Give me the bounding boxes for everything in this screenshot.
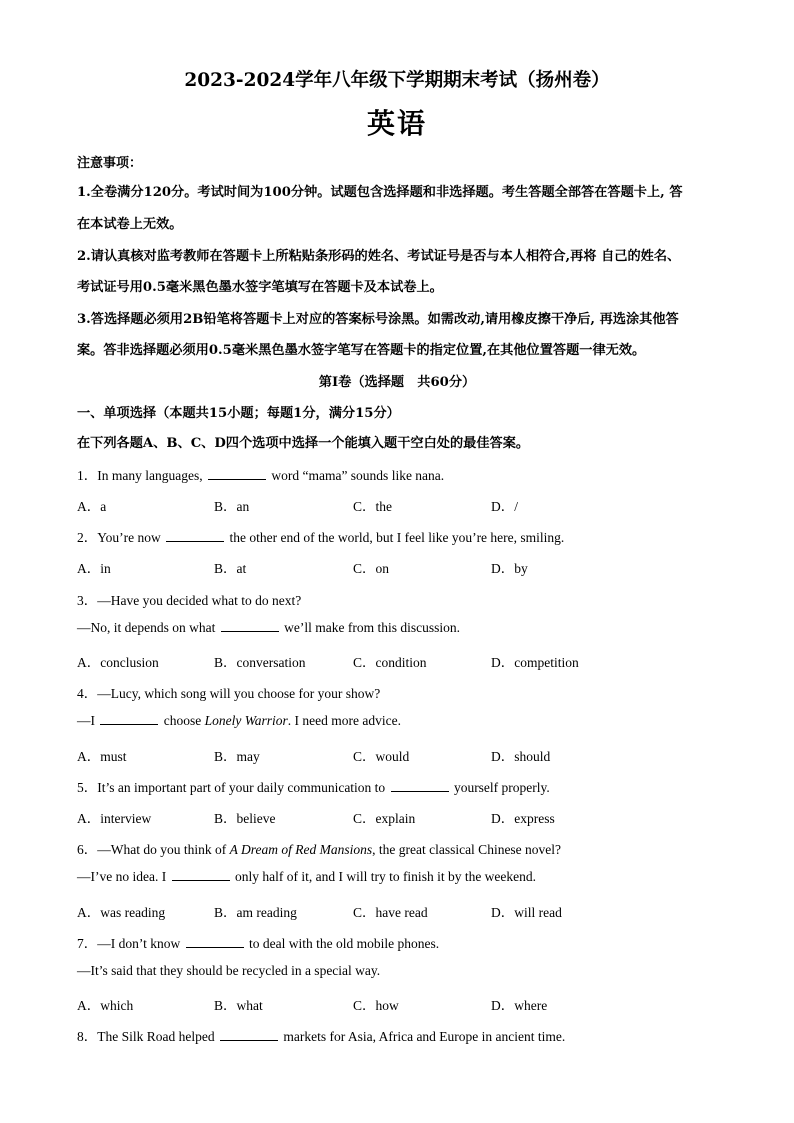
- question-4-line-1: 4．—Lucy, which song will you choose for your show?: [77, 686, 381, 701]
- question-7-text-a: 7．—I don’t know: [77, 936, 184, 951]
- question-1-text-a: 1．In many languages,: [77, 468, 206, 483]
- question-3: [77, 620, 460, 636]
- q1-option-d: D．/: [491, 499, 518, 514]
- question-4-text-a: —I: [77, 713, 99, 728]
- answer-blank: [391, 780, 449, 792]
- notice-item-1-line-2: 在本试卷上无效。: [77, 217, 183, 232]
- answer-blank: [186, 936, 244, 948]
- answer-blank: [220, 1029, 278, 1041]
- notice-item-3-line-1: 3.答选择题必须用2B铅笔将答题卡上对应的答案标号涂黑。如需改动,请用橡皮擦干净后, 再选涂其他答: [77, 312, 679, 327]
- part-title: 第I卷（选择题 共60分）: [318, 375, 476, 390]
- section-heading: 一、单项选择（本题共15小题；每题1分，满分15分）: [77, 406, 400, 421]
- question-6-text-d: only half of it, and I will try to finish it by the weekend.: [231, 869, 537, 884]
- question-2-text-b: the other end of the world, but I feel like you’re here, smiling.: [226, 530, 565, 545]
- q6-option-a: A．was reading: [77, 905, 166, 920]
- q4-option-b: B．may: [214, 749, 260, 764]
- question-8-text-a: 8．The Silk Road helped: [77, 1029, 218, 1044]
- notice-item-1-line-1: 1.全卷满分120分。考试时间为100分钟。试题包含选择题和非选择题。考生答题全部答在答题卡上, 答: [77, 185, 683, 200]
- question-4-text-c: . I need more advice.: [287, 713, 401, 728]
- q1-option-b: B．an: [214, 499, 250, 514]
- question-4-text-b: choose: [160, 713, 205, 728]
- q7-option-d: D．where: [491, 998, 548, 1013]
- q4-option-a: A．must: [77, 749, 127, 764]
- q2-option-c: C．on: [353, 561, 390, 576]
- answer-blank: [208, 468, 266, 480]
- answer-blank: [166, 530, 224, 542]
- question-6-text-a: 6．—What do you think of: [77, 842, 230, 857]
- notice-item-2-line-2: 考试证号用0.5毫米黑色墨水签字笔填写在答题卡及本试卷上。: [77, 280, 443, 295]
- exam-title: 2023-2024学年八年级下学期期末考试（扬州卷）: [184, 70, 610, 91]
- q3-option-d: D．competition: [491, 655, 579, 670]
- q1-option-a: A．a: [77, 499, 107, 514]
- question-8-text-b: markets for Asia, Africa and Europe in ancient time.: [279, 1029, 566, 1044]
- question-3-line-1: 3．—Have you decided what to do next?: [77, 593, 302, 608]
- notice-item-3-line-2: 案。答非选择题必须用0.5毫米黑色墨水签字笔写在答题卡的指定位置,在其他位置答题一律无效。: [77, 343, 646, 358]
- q3-option-c: C．condition: [353, 655, 427, 670]
- q5-option-b: B．believe: [214, 811, 276, 826]
- q2-option-b: B．at: [214, 561, 247, 576]
- q7-option-b: B．what: [214, 998, 263, 1013]
- question-8: [77, 1025, 565, 1045]
- q6-option-b: B．am reading: [214, 905, 297, 920]
- section-instruction: 在下列各题A、B、C、D四个选项中选择一个能填入题干空白处的最佳答案。: [77, 436, 530, 451]
- notice-item-2-line-1: 2.请认真核对监考教师在答题卡上所粘贴条形码的姓名、考试证号是否与本人相符合,再将 自己的姓名、: [77, 249, 681, 264]
- q5-option-d: D．express: [491, 811, 555, 826]
- q3-option-b: B．conversation: [214, 655, 306, 670]
- answer-blank: [221, 620, 279, 632]
- q2-option-a: A．in: [77, 561, 111, 576]
- answer-blank: [100, 713, 158, 725]
- answer-blank: [172, 869, 230, 881]
- q7-option-c: C．how: [353, 998, 399, 1013]
- question-6: [77, 869, 536, 885]
- question-1: [77, 464, 444, 484]
- question-6-text-b: , the great classical Chinese novel?: [372, 842, 562, 857]
- novel-title: A Dream of Red Mansions: [229, 842, 373, 857]
- q3-option-a: A．conclusion: [77, 655, 159, 670]
- q6-option-d: D．will read: [491, 905, 562, 920]
- question-1-text-b: word “mama” sounds like nana.: [267, 468, 445, 483]
- question-3-text-a: —No, it depends on what: [77, 620, 219, 635]
- question-4: [77, 713, 401, 729]
- question-7-text-b: to deal with the old mobile phones.: [245, 936, 440, 951]
- q4-option-c: C．would: [353, 749, 410, 764]
- question-6-text-c: —I’ve no idea. I: [77, 869, 170, 884]
- question-5-text-b: yourself properly.: [450, 780, 550, 795]
- question-2-text-a: 2．You’re now: [77, 530, 165, 545]
- q5-option-c: C．explain: [353, 811, 416, 826]
- question-2: [77, 526, 564, 546]
- question-7: [77, 932, 439, 952]
- question-5-text-a: 5．It’s an important part of your daily communication to: [77, 780, 389, 795]
- q6-option-c: C．have read: [353, 905, 428, 920]
- notice-heading: 注意事项：: [77, 156, 143, 171]
- q4-option-d: D．should: [491, 749, 551, 764]
- q5-option-a: A．interview: [77, 811, 152, 826]
- q1-option-c: C．the: [353, 499, 392, 514]
- question-7-line-2: —It’s said that they should be recycled in a special way.: [77, 963, 381, 978]
- q2-option-d: D．by: [491, 561, 528, 576]
- question-6-line-1: [77, 838, 561, 858]
- subject-title: 英语: [366, 107, 427, 140]
- song-title: Lonely Warrior: [204, 713, 288, 728]
- question-5: [77, 776, 550, 796]
- question-3-text-b: we’ll make from this discussion.: [280, 620, 460, 635]
- q7-option-a: A．which: [77, 998, 134, 1013]
